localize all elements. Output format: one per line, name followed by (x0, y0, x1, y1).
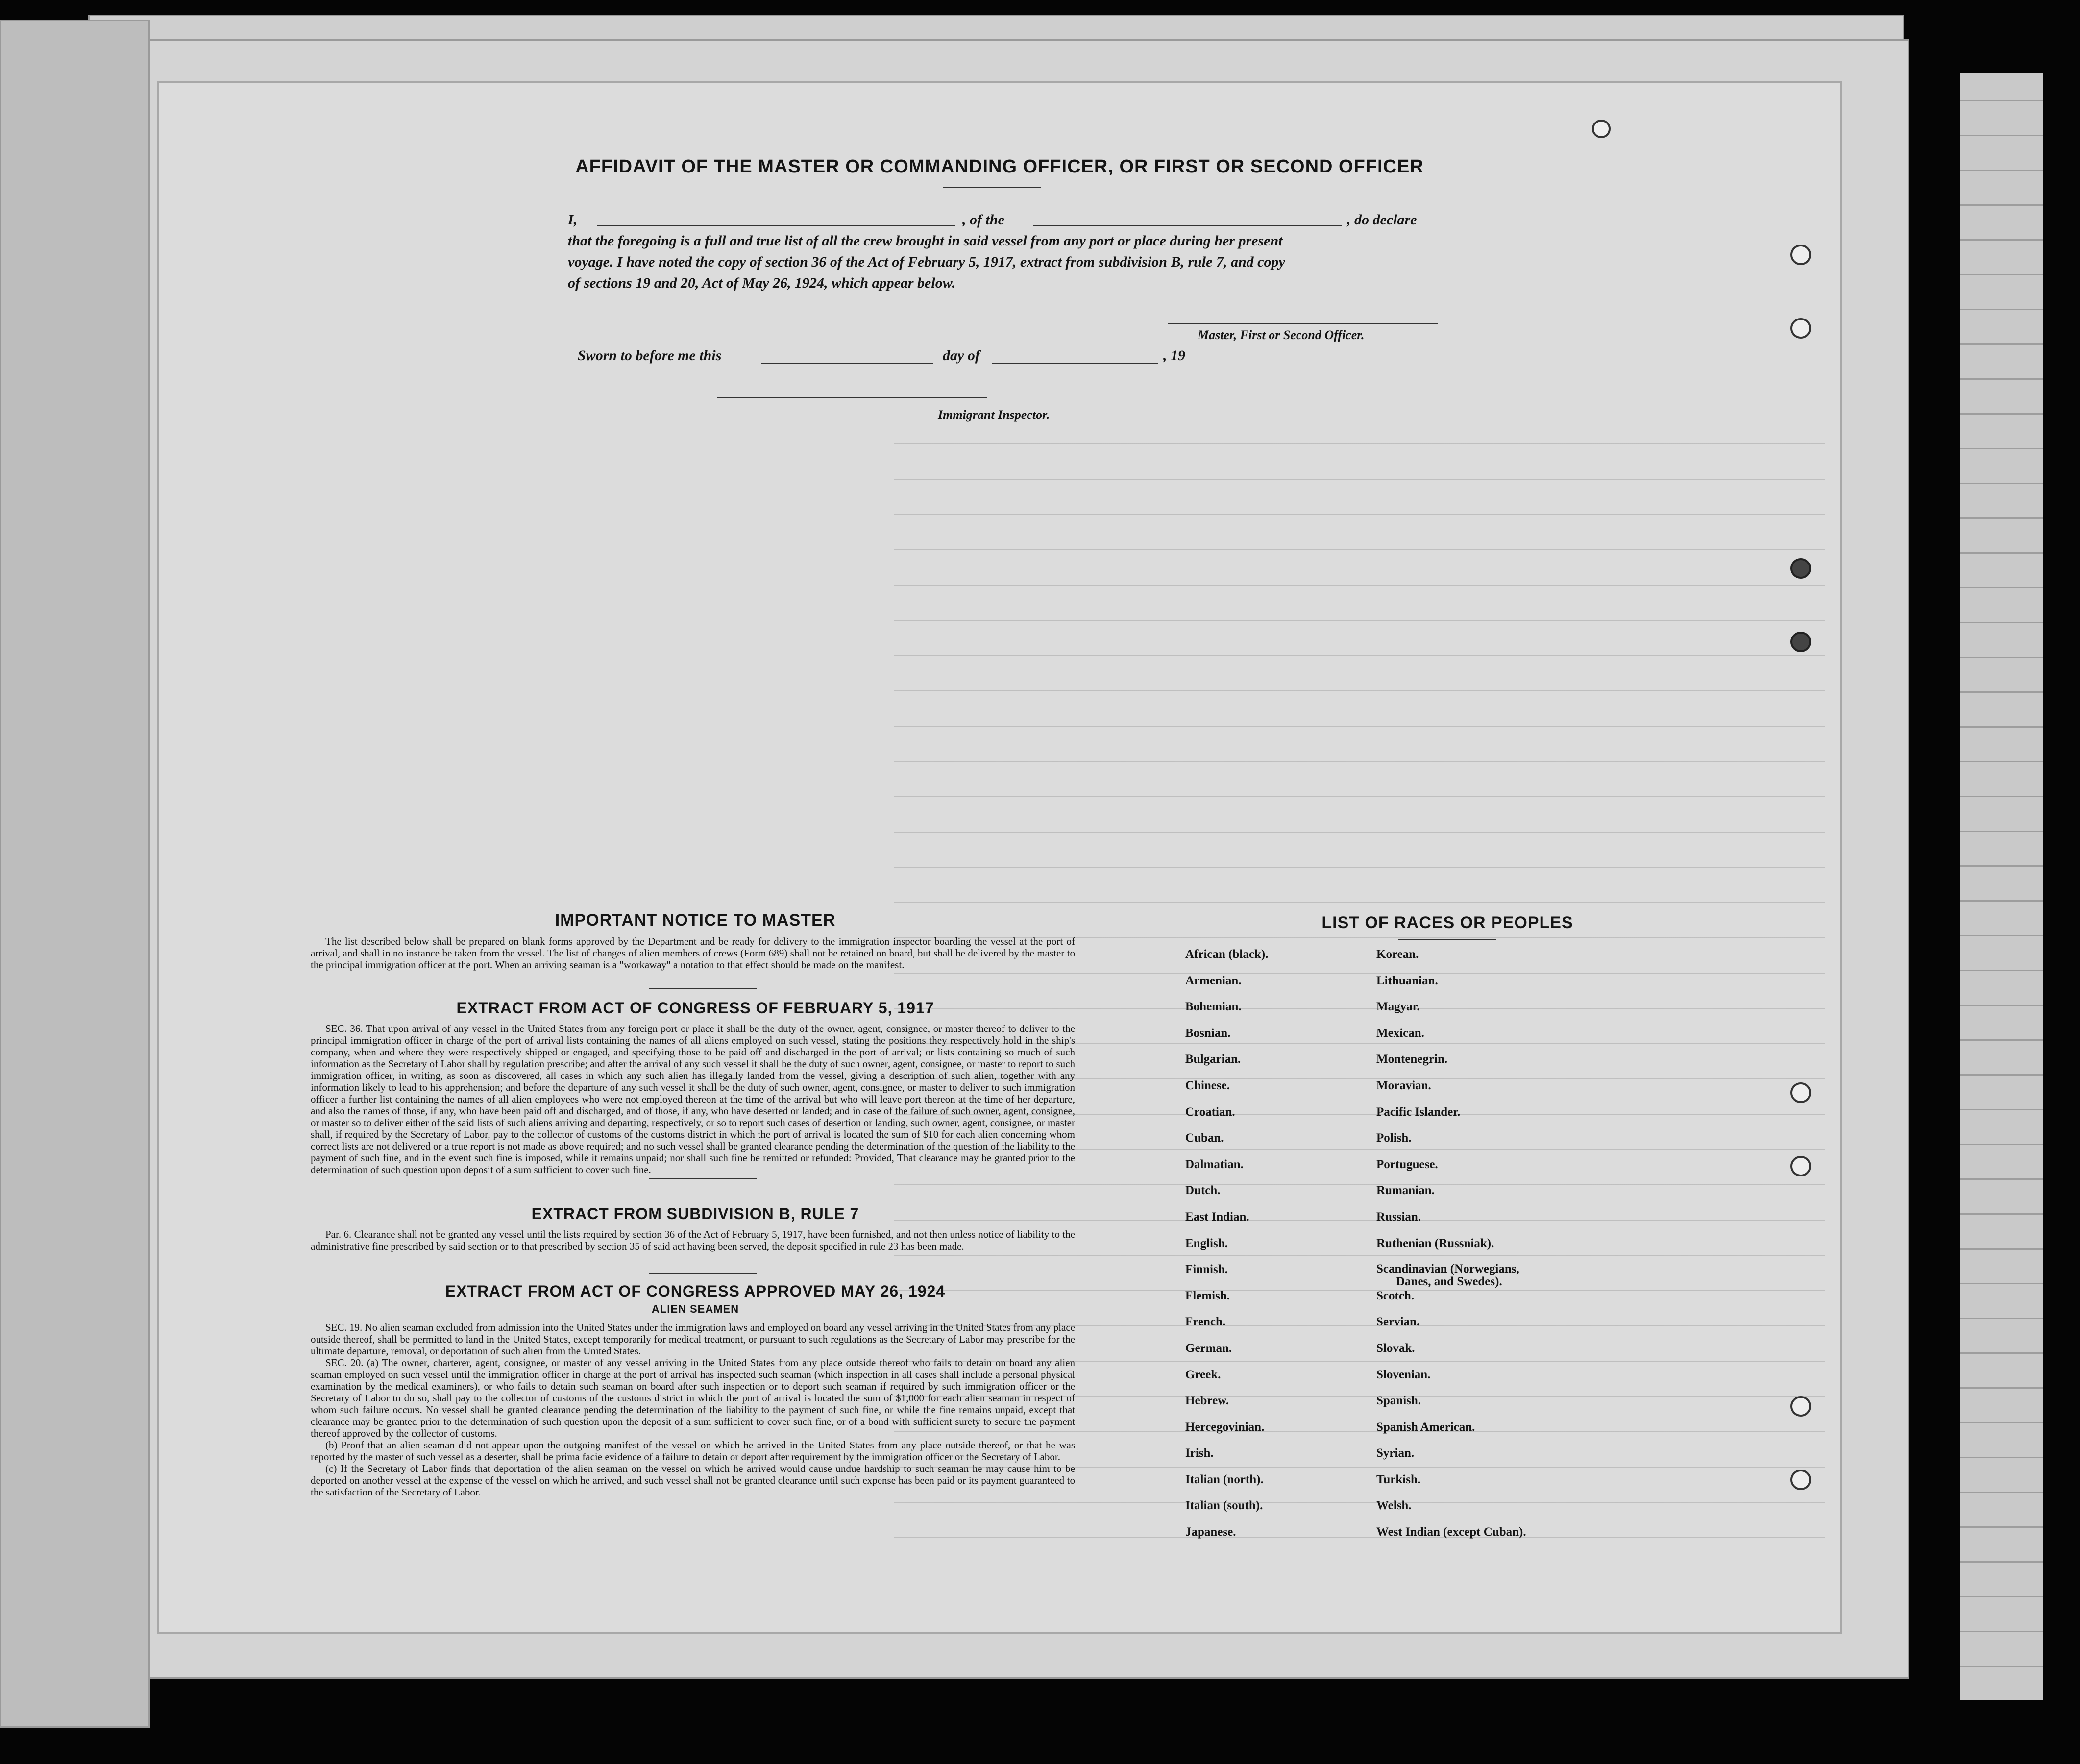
race-item (1376, 1263, 1621, 1289)
race-item: Hercegovinian. (1185, 1420, 1265, 1434)
extract-1924-body (311, 1322, 1075, 1498)
inspector-signature-line[interactable] (717, 397, 987, 398)
sec-19-text: SEC. 19. No alien seaman excluded from admission into the United States under the immigration laws and employed on board any vessel arriving in the United States from any place outside thereof, shall be permitted to land in the United States, except temporarily for medical treatment, or pursuant to such regulations as the Secretary of Labor may prescribe for the ultimate departure, removal, or deportation of such alien from the United States. (311, 1322, 1075, 1357)
race-item: Armenian. (1185, 974, 1242, 987)
sec-20a-text: SEC. 20. (a) The owner, charterer, agent, consignee, or master of any vessel arriving in the United States from any place outside thereof who fails to detain on board any alien seaman employed on such vessel until the immigration officer in charge at the port of arrival has inspected such seaman (which inspection in all cases shall include a personal physical examination by the medical examiners), or who fails to detain such seaman on board after such inspection or to deport such seaman if required by such immigration officer or the Secretary of Labor to do so, shall pay to the collector of customs of the customs district in which the port of arrival is located the sum of $1,000 for each alien seaman in respect of whom such failure occurs. No vessel shall be granted clearance pending the determination of the liability to the payment of such fine, or while the fine remains unpaid, except that clearance may be granted prior to the determination of such question upon the deposit of a sum sufficient to cover such fine, or of a bond with sufficient surety to secure the payment thereof approved by the collector of customs. (311, 1357, 1075, 1439)
master-label: Master, First or Second Officer. (1198, 328, 1365, 342)
race-item: Dalmatian. (1185, 1157, 1244, 1171)
race-item: Portuguese. (1376, 1157, 1438, 1171)
of-the-label: , of the (962, 212, 1004, 228)
race-item: African (black). (1185, 948, 1269, 961)
do-declare-label: , do declare (1347, 212, 1417, 228)
race-item: French. (1185, 1315, 1226, 1329)
race-item: Pacific Islander. (1376, 1105, 1461, 1119)
race-item: Syrian. (1376, 1446, 1415, 1460)
race-item: Spanish American. (1376, 1420, 1475, 1434)
binder-hole-icon (1790, 632, 1811, 652)
binder-hole-icon (1592, 120, 1611, 138)
affidavit-line-2: voyage. I have noted the copy of section 36 of the Act of February 5, 1917, extract from subdivision B, rule 7, and copy (568, 254, 1285, 270)
race-item: Hebrew. (1185, 1394, 1229, 1408)
race-item: Ruthenian (Russniak). (1376, 1236, 1494, 1250)
name-blank-line[interactable] (597, 225, 955, 226)
divider (649, 988, 757, 989)
binder-hole-icon (1790, 558, 1811, 579)
race-item: Russian. (1376, 1210, 1421, 1224)
i-label: I, (568, 212, 578, 228)
race-item: West Indian (except Cuban). (1376, 1525, 1526, 1539)
sworn-day-blank[interactable] (761, 363, 933, 364)
inspector-label: Immigrant Inspector. (938, 408, 1050, 422)
right-ruled-strip (1960, 74, 2043, 1700)
race-item: Croatian. (1185, 1105, 1235, 1119)
race-item: Japanese. (1185, 1525, 1236, 1539)
race-item: Italian (south). (1185, 1499, 1263, 1513)
binder-hole-icon (1790, 245, 1811, 265)
extract-1917-text: SEC. 36. That upon arrival of any vessel in the United States from any foreign port or place it shall be the duty of the owner, agent, consignee, or master thereof to deliver to the principal immigration officer in charge of the port of arrival lists containing the names of all aliens employed on such vessel, stating the positions they respectively hold in the ship's company, when and where they were respectively shipped or engaged, and specifying those to be paid off and discharged in the port of arrival; or lists containing so much of such information as the Secretary of Labor shall by regulation prescribe; and after the arrival of any such vessel it shall be the duty of such owner, agent, consignee, or master to report to such immigration officer, in writing, as soon as discovered, all cases in which any such alien has illegally landed from the vessel, giving a description of such alien, together with any information likely to lead to his apprehension; and before the departure of any such vessel it shall be the duty of such owner, agent, consignee, or master to deliver to such immigration officer a further list containing the names of all alien employees who were not employed thereon at the time of the arrival but who will leave port thereon at the time of her departure, and also the names of those, if any, who have been paid off and discharged, and of those, if any, who have deserted or landed; and in case of the failure of such owner, agent, consignee, or master so to deliver either of the said lists of such aliens arriving and departing, respectively, or so to report such cases of desertion or landing, such owner, agent, consignee, or master shall, if required by the Secretary of Labor, pay to the collector of customs of the customs district in which the port of arrival is located the sum of $10 for each alien concerning whom correct lists are not delivered or a true report is not made as above required; and no such vessel shall be granted clearance pending the determination of the question of the liability to the payment of such fine, and in the event such fine is imposed, while it remains unpaid; nor shall such fine be remitted or refunded: Provided, That clearance may be granted prior to the determination of such question upon deposit of a sum sufficient to cover such fine. (311, 1023, 1075, 1176)
race-item: East Indian. (1185, 1210, 1249, 1224)
race-item: Dutch. (1185, 1184, 1221, 1198)
manifest-page (157, 81, 1842, 1634)
affidavit-line-1: that the foregoing is a full and true list of all the crew brought in said vessel from any port or place during her present (568, 233, 1283, 249)
race-item-continuation: Danes, and Swedes). (1396, 1275, 1502, 1289)
race-item: Greek. (1185, 1368, 1221, 1381)
binder-hole-icon (1790, 318, 1811, 339)
races-title-underline (1398, 939, 1496, 940)
year-label: , 19 (1163, 347, 1185, 364)
race-item: Slovenian. (1376, 1368, 1431, 1381)
race-item: Montenegrin. (1376, 1053, 1448, 1066)
rule-7-title: EXTRACT FROM SUBDIVISION B, RULE 7 (531, 1205, 859, 1223)
master-signature-line[interactable] (1168, 323, 1438, 324)
race-item: Korean. (1376, 948, 1419, 961)
sworn-month-blank[interactable] (992, 363, 1158, 364)
binder-hole-icon (1790, 1156, 1811, 1176)
races-right-column (1376, 948, 1621, 1552)
day-of-label: day of (943, 347, 980, 364)
race-item-line: Scandinavian (Norwegians, (1376, 1262, 1519, 1276)
race-item: Bulgarian. (1185, 1053, 1241, 1066)
extract-1924-title: EXTRACT FROM ACT OF CONGRESS APPROVED MAY 26, 1924 (445, 1282, 946, 1300)
alien-seamen-subtitle: ALIEN SEAMEN (651, 1303, 739, 1315)
divider (649, 1178, 757, 1179)
rule-7-text: Par. 6. Clearance shall not be granted any vessel until the lists required by section 36 of the Act of February 5, 1917, have been furnished, and not then unless notice of liability to the administrative fine prescribed by said section or to that prescribed by section 35 of said act having been served, the deposit specified in rule 23 has been made. (311, 1228, 1075, 1252)
notice-text: The list described below shall be prepared on blank forms approved by the Department and be ready for delivery to the immigration inspector boarding the vessel at the port of arrival, and shall in no instance be taken from the vessel. The list of changes of alien members of crews (Form 689) shall not be retained on board, but shall be delivered by the master to the principal immigration officer at the port. When an arriving seaman is a "workaway" a notation to that effect should be made on the manifest. (311, 935, 1075, 971)
vessel-blank-line[interactable] (1033, 225, 1342, 226)
affidavit-line-3: of sections 19 and 20, Act of May 26, 1924, which appear below. (568, 275, 956, 291)
race-item: Turkish. (1376, 1472, 1421, 1486)
race-item: Chinese. (1185, 1078, 1230, 1092)
notice-title: IMPORTANT NOTICE TO MASTER (555, 911, 836, 930)
race-item: Italian (north). (1185, 1472, 1264, 1486)
affidavit-title: AFFIDAVIT OF THE MASTER OR COMMANDING OFFICER, OR FIRST OR SECOND OFFICER (575, 156, 1424, 177)
title-underline (943, 187, 1041, 188)
races-title: LIST OF RACES OR PEOPLES (1321, 913, 1573, 932)
race-item: Cuban. (1185, 1131, 1224, 1145)
race-item: English. (1185, 1236, 1228, 1250)
race-item: Finnish. (1185, 1263, 1228, 1276)
binder-hole-icon (1790, 1470, 1811, 1490)
race-item: Polish. (1376, 1131, 1412, 1145)
binder-hole-icon (1790, 1082, 1811, 1103)
race-item: Rumanian. (1376, 1184, 1435, 1198)
race-item: Lithuanian. (1376, 974, 1438, 987)
race-item: Magyar. (1376, 1000, 1420, 1014)
race-item: Bohemian. (1185, 1000, 1242, 1014)
sec-20b-text: (b) Proof that an alien seaman did not appear upon the outgoing manifest of the vessel on which he arrived in the United States from any place outside thereof, or that he was reported by the master of such vessel as a deserter, shall be prima facie evidence of a failure to detain or deport after requirement by the immigration officer or the Secretary of Labor. (311, 1439, 1075, 1463)
race-item: Bosnian. (1185, 1026, 1231, 1040)
sworn-label: Sworn to before me this (578, 347, 722, 364)
race-item: Spanish. (1376, 1394, 1421, 1408)
divider (649, 1273, 757, 1274)
race-item: Irish. (1185, 1446, 1214, 1460)
races-left-column (1185, 948, 1371, 1552)
race-item: Servian. (1376, 1315, 1420, 1329)
sec-20c-text: (c) If the Secretary of Labor finds that deportation of the alien seaman on the vessel on which he arrived would cause undue hardship to such seaman he may cause him to be deported on another vessel at the expense of the vessel on which he arrived, and such vessel shall not be granted clearance until such expense has been paid or its payment guaranteed to the satisfaction of the Secretary of Labor. (311, 1463, 1075, 1498)
race-item: Slovak. (1376, 1341, 1415, 1355)
stacked-sheet-back (0, 20, 150, 1728)
extract-1917-title: EXTRACT FROM ACT OF CONGRESS OF FEBRUARY 5, 1917 (456, 999, 934, 1017)
race-item: Flemish. (1185, 1289, 1230, 1302)
binder-hole-icon (1790, 1396, 1811, 1417)
race-item: Welsh. (1376, 1499, 1412, 1513)
race-item: German. (1185, 1341, 1232, 1355)
race-item: Mexican. (1376, 1026, 1424, 1040)
affidavit-text-block (568, 209, 1469, 294)
race-item: Scotch. (1376, 1289, 1415, 1302)
race-item: Moravian. (1376, 1078, 1431, 1092)
